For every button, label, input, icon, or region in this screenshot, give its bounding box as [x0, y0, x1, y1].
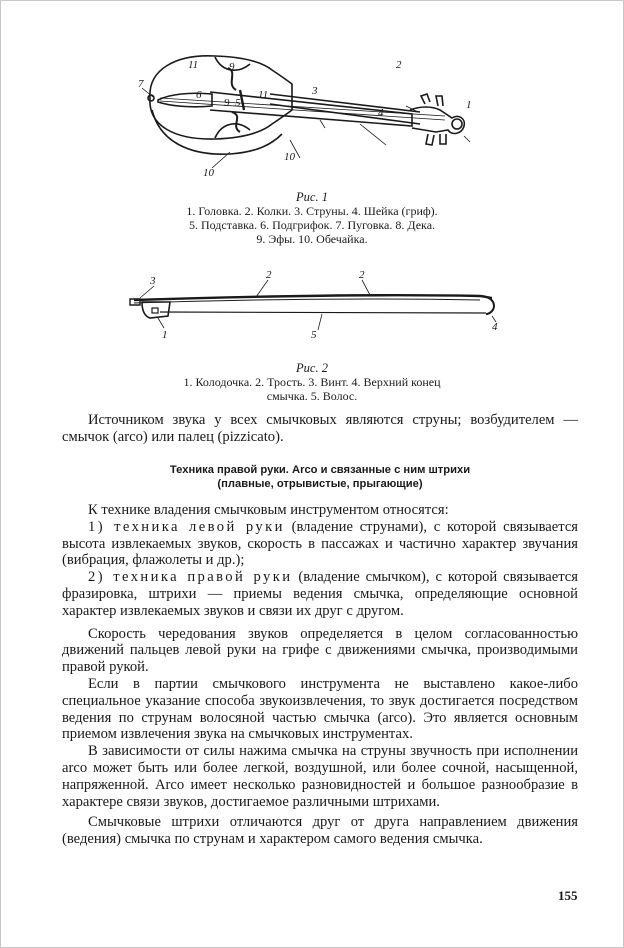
- label-1: 1: [466, 99, 472, 111]
- bow-label-5: 5: [311, 329, 317, 341]
- label-9b: 9: [229, 61, 235, 73]
- paragraph-3-lead: 2) техника правой руки: [88, 569, 293, 586]
- paragraph-5: Если в партии смычкового инструмента не выставлено какое-либо специальное указание способа звукоизвлечения, то звук достигается посредством ведения по струнам волосяной частью смычка (arco). Это является основным приемом извлечения звука на смычковых инструментах.: [62, 675, 578, 743]
- paragraph-3-rest: (владение смычком), с которой связывается фразировка, штрихи — приемы ведения смычка, определяющие основной характер извлекаемых звуков и связи их друг с другом.: [62, 569, 578, 619]
- figure1-caption: [0, 190, 624, 246]
- paragraph-2: [62, 519, 578, 569]
- label-3: 3: [312, 85, 318, 97]
- label-9a: 9: [224, 97, 230, 109]
- intro-text: Источником звука у всех смычковых являются струны; возбудителем — смычок (arco) или палец (pizzicato).: [62, 412, 578, 445]
- section-heading-line1: Техника правой руки. Arco и связанные с ним штрихи: [169, 464, 471, 476]
- body-text: [62, 502, 578, 848]
- figure1-caption-line2: 5. Подставка. 6. Подгрифок. 7. Пуговка. 8. Дека.: [188, 218, 436, 232]
- bow-label-2a: 2: [266, 269, 272, 281]
- figure2-caption-line1: 1. Колодочка. 2. Трость. 3. Винт. 4. Верхний конец: [183, 375, 441, 389]
- figure-violin: [0, 40, 624, 185]
- label-4: 4: [378, 107, 384, 119]
- label-6: 6: [196, 89, 202, 101]
- paragraph-3: [62, 569, 578, 619]
- label-5: 5: [235, 97, 241, 109]
- bow-label-4: 4: [492, 321, 498, 333]
- bow-label-3: 3: [150, 275, 156, 287]
- label-10b: 10: [203, 167, 214, 179]
- bow-drawing: [0, 266, 624, 346]
- paragraph-1: К технике владения смычковым инструментом относятся:: [88, 502, 449, 518]
- section-heading-line2: (плавные, отрывистые, прыгающие): [217, 478, 423, 490]
- bow-label-2b: 2: [359, 269, 365, 281]
- page-number: 155: [558, 888, 578, 903]
- section-heading: [62, 463, 578, 491]
- label-2: 2: [396, 59, 402, 71]
- label-11: 11: [258, 89, 269, 101]
- paragraph-7: Смычковые штрихи отличаются друг от друга направлением движения (ведения) смычка по струнам и характером самого ведения смычка.: [62, 814, 578, 848]
- figure-bow: [0, 266, 624, 346]
- violin-drawing: [0, 40, 624, 185]
- label-10a: 10: [284, 151, 295, 163]
- paragraph-2-lead: 1) техника левой руки: [88, 518, 285, 535]
- paragraph-4: Скорость чередования звуков определяется в целом согласованностью движений пальцев левой руки на грифе с движениями смычка, производимыми правой рукой.: [62, 625, 578, 676]
- figure2-caption: [0, 361, 624, 403]
- paragraph-2-rest: (владение струнами), с которой связывается высота извлекаемых звуков, скорость в пассажах и частично характер звучания (вибрация, флажолеты и др.);: [62, 518, 579, 569]
- figure2-caption-line2: смычка. 5. Волос.: [266, 389, 358, 403]
- paragraph-6: В зависимости от силы нажима смычка на струны звучность при исполнении arco может быть или более легкой, воздушной, или более сочной, насыщенной, напряженной. Arco имеет несколько разновидностей и большое разнообразие в характере связи звуков, достигаемое различными штрихами.: [62, 743, 578, 810]
- figure2-title: Рис. 2: [296, 361, 328, 375]
- label-8: 11: [188, 59, 199, 71]
- figure1-caption-line3: 9. Эфы. 10. Обечайка.: [256, 232, 368, 246]
- bow-label-1: 1: [162, 329, 168, 341]
- figure1-caption-line1: 1. Головка. 2. Колки. 3. Струны. 4. Шейка (гриф).: [186, 204, 438, 218]
- figure1-title: Рис. 1: [296, 190, 328, 204]
- label-7: 7: [138, 78, 144, 90]
- intro-paragraph: [62, 412, 578, 446]
